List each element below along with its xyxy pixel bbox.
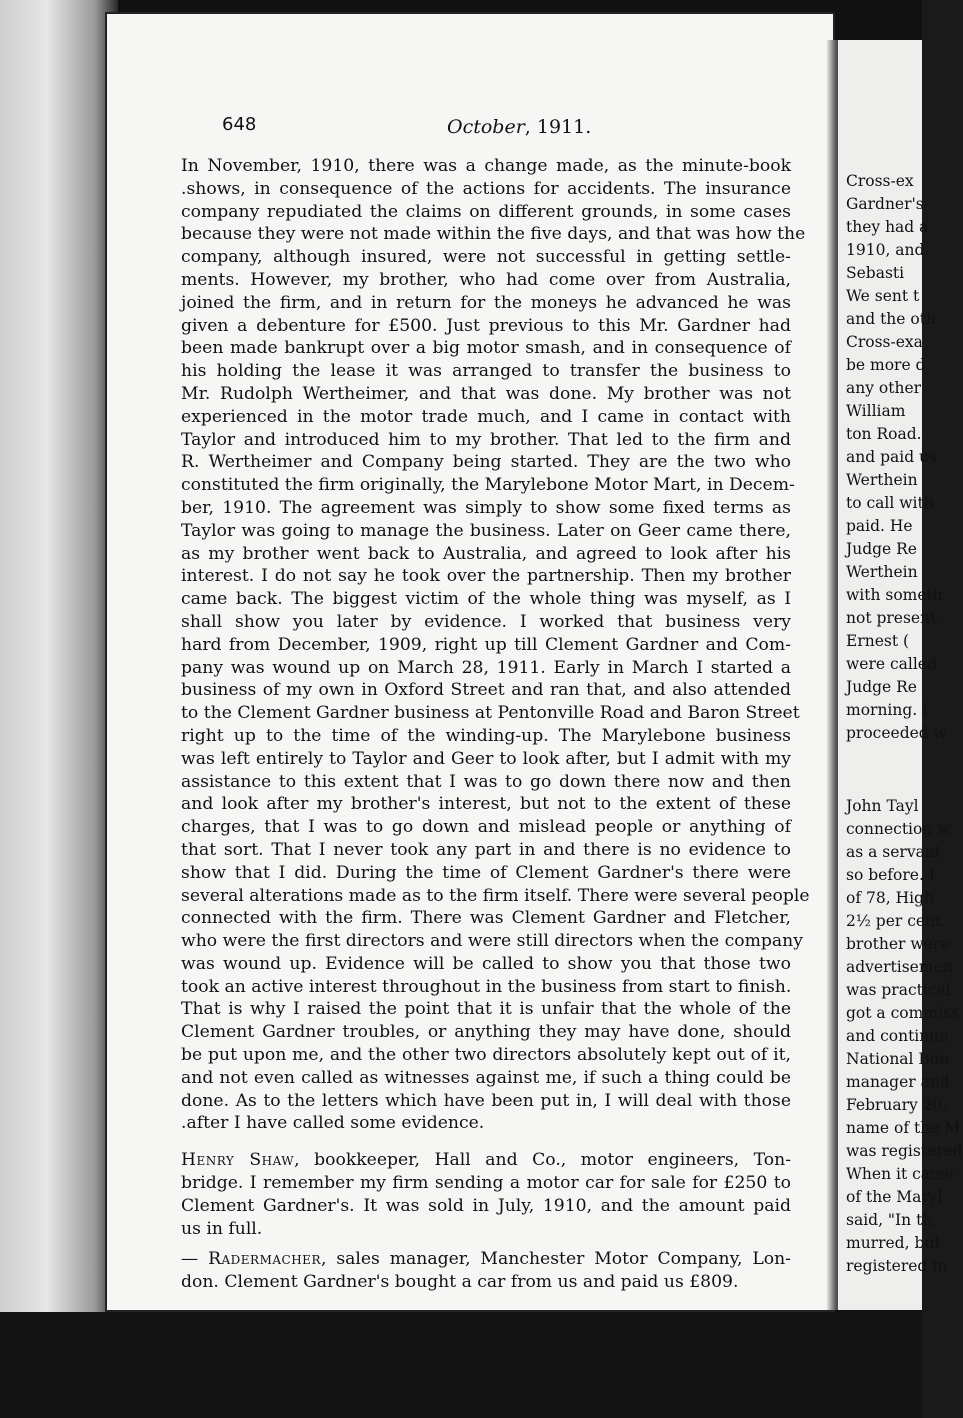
facing-page-line: to call with — [846, 494, 934, 512]
text-line: be put upon me, and the other two directors absolutely kept out of it, — [181, 1045, 791, 1066]
text-line: bridge. I remember my firm sending a motor car for sale for £250 to — [181, 1173, 791, 1194]
text-line: us in full. — [181, 1218, 263, 1239]
text-line: company, although insured, were not successful in getting settle- — [181, 247, 791, 268]
paragraph-henry-shaw — [181, 1149, 791, 1240]
text-line: given a debenture for £500. Just previous to this Mr. Gardner had — [181, 315, 791, 336]
facing-page-line: William — [846, 402, 906, 420]
text-line: hard from December, 1909, right up till Clement Gardner and Com- — [181, 634, 791, 655]
text-line: experienced in the motor trade much, and I came in contact with — [181, 406, 791, 427]
facing-page-line: as a servant — [846, 843, 942, 861]
facing-page-line: paid. He — [846, 517, 913, 535]
text-line: constituted the firm originally, the Marylebone Motor Mart, in Decem- — [181, 475, 795, 496]
facing-page-line: Werthein — [846, 471, 918, 489]
text-line: and look after my brother's interest, but not to the extent of these — [181, 794, 791, 815]
body-text — [181, 155, 810, 1294]
facing-page-line: of the Maryl — [846, 1188, 943, 1206]
facing-page-line: Gardner's — [846, 195, 924, 213]
facing-page-line: any other — [846, 379, 922, 397]
facing-page-line: with someth — [846, 586, 943, 604]
facing-page-line: name of the M — [846, 1119, 961, 1137]
facing-page-line: of 78, High — [846, 889, 934, 907]
text-line: .shows, in consequence of the actions for accidents. The insurance — [181, 178, 791, 199]
facing-page-line: 1910, and — [846, 241, 925, 259]
facing-page-line: and paid us — [846, 448, 937, 466]
text-line: as my brother went back to Australia, and agreed to look after his — [181, 543, 791, 564]
facing-page-line: February 20. — [846, 1096, 948, 1114]
facing-page — [838, 40, 963, 1310]
text-line: interest. I do not say he took over the partnership. Then my brother — [181, 566, 791, 587]
facing-page-line: got a commiss — [846, 1004, 959, 1022]
scanner-bottom — [0, 1312, 922, 1418]
running-head-year: , 1911. — [524, 116, 592, 138]
facing-page-line: ton Road. — [846, 425, 922, 443]
text-line: who were the first directors and were still directors when the company — [181, 931, 803, 952]
paragraph-testimony — [181, 155, 810, 1135]
facing-page-line: said, "In th — [846, 1211, 933, 1229]
text-line: was left entirely to Taylor and Geer to look after, but I admit with my — [181, 748, 791, 769]
facing-page-line: Sebasti — [846, 264, 905, 282]
text-line: show that I did. During the time of Clement Gardner's there were — [181, 862, 791, 883]
facing-page-line: advertisemen — [846, 958, 953, 976]
text-line: done. As to the letters which have been put in, I will deal with those — [181, 1090, 791, 1111]
paragraph-radermacher — [181, 1248, 791, 1294]
text-line: Taylor was going to manage the business. Later on Geer came there, — [181, 520, 791, 541]
text-line: Clement Gardner troubles, or anything they may have done, should — [181, 1022, 791, 1043]
facing-page-line: so before. I — [846, 866, 935, 884]
text-line: In November, 1910, there was a change made, as the minute-book — [181, 156, 791, 176]
facing-page-line: When it came — [846, 1165, 954, 1183]
facing-page-line: Ernest ( — [846, 632, 910, 650]
witness-name: Henry Shaw — [181, 1150, 295, 1171]
facing-page-line: be more d — [846, 356, 926, 374]
facing-page-line: they had a — [846, 218, 929, 236]
facing-page-line: Werthein — [846, 563, 918, 581]
facing-page-line: We sent t — [846, 287, 920, 305]
text-line: to the Clement Gardner business at Pentonville Road and Baron Street — [181, 703, 800, 724]
left-page-edge — [0, 0, 118, 1418]
text-line: been made bankrupt over a big motor smash, and in consequence of — [181, 338, 791, 359]
facing-page-line: morning. I — [846, 701, 929, 719]
text-line: several alterations made as to the firm itself. There were several people — [181, 885, 810, 906]
facing-page-column — [846, 170, 963, 1278]
text-line: shall show you later by evidence. I worked that business very — [181, 611, 791, 632]
facing-page-line: and continue — [846, 1027, 949, 1045]
text-line: took an active interest throughout in the business from start to finish. — [181, 976, 792, 997]
text-line: was wound up. Evidence will be called to show you that those two — [181, 953, 791, 974]
text-line: ments. However, my brother, who had come over from Australia, — [181, 269, 791, 290]
text-line: That is why I raised the point that it is unfair that the whole of the — [181, 999, 791, 1020]
text-line: — Radermacher, sales manager, Manchester Motor Company, Lon- — [181, 1249, 791, 1270]
facing-page-line: National Ban — [846, 1050, 950, 1068]
text-line: .after I have called some evidence. — [181, 1113, 485, 1134]
facing-page-line: brother were — [846, 935, 950, 953]
text-line: connected with the firm. There was Clement Gardner and Fletcher, — [181, 908, 791, 929]
text-line: charges, that I was to go down and mislead people or anything of — [181, 817, 791, 838]
text-line: business of my own in Oxford Street and ran that, and also attended — [181, 680, 791, 701]
facing-page-line: Cross-exa — [846, 333, 923, 351]
facing-page-line: John Tayl — [846, 797, 919, 815]
facing-page-line: were called — [846, 655, 937, 673]
text-line: R. Wertheimer and Company being started. They are the two who — [181, 452, 791, 473]
text-line: assistance to this extent that I was to go down there now and then — [181, 771, 791, 792]
text-line: Clement Gardner's. It was sold in July, 1910, and the amount paid — [181, 1195, 791, 1216]
text-line: and not even called as witnesses against me, if such a thing could be — [181, 1067, 791, 1088]
page-number: 648 — [222, 114, 257, 135]
text-line: ber, 1910. The agreement was simply to show some fixed terms as — [181, 497, 791, 518]
facing-page-line: not present. — [846, 609, 942, 627]
text-line: right up to the time of the winding-up. The Marylebone business — [181, 725, 791, 746]
text-line: that sort. That I never took any part in and there is no evidence to — [181, 839, 791, 860]
facing-page-line: 2½ per cent. — [846, 912, 947, 930]
facing-page-line: was registered — [846, 1142, 963, 1160]
text-line: Mr. Rudolph Wertheimer, and that was done. My brother was not — [181, 383, 791, 404]
text-line: Taylor and introduced him to my brother. That led to the firm and — [181, 429, 791, 450]
text-line: pany was wound up on March 28, 1911. Early in March I started a — [181, 657, 791, 678]
text-line: came back. The biggest victim of the whole thing was myself, as I — [181, 589, 791, 610]
facing-page-line: manager and — [846, 1073, 950, 1091]
text-line: because they were not made within the five days, and that was how the — [181, 224, 806, 245]
text-line: joined the firm, and in return for the moneys he advanced he was — [181, 292, 791, 313]
facing-page-line: was practical — [846, 981, 951, 999]
facing-page-line: Cross-ex — [846, 172, 914, 190]
text-line: Henry Shaw, bookkeeper, Hall and Co., motor engineers, Ton- — [181, 1150, 791, 1171]
facing-page-line: connection w — [846, 820, 951, 838]
page-header — [222, 114, 762, 144]
facing-page-line: murred, but — [846, 1234, 941, 1252]
facing-page-line: Judge Re — [846, 678, 917, 696]
facing-page-line: proceeded w — [846, 724, 947, 742]
facing-page-line: and the oth — [846, 310, 936, 328]
facing-page-line: registered in — [846, 1257, 948, 1275]
running-head-month: October — [447, 116, 525, 138]
text-line: his holding the lease it was arranged to transfer the business to — [181, 361, 791, 382]
running-head — [447, 116, 591, 138]
facing-page-line: Judge Re — [846, 540, 917, 558]
witness-name: Radermacher — [208, 1249, 321, 1270]
text-line: don. Clement Gardner's bought a car from us and paid us £809. — [181, 1272, 739, 1293]
text-line: company repudiated the claims on different grounds, in some cases — [181, 201, 791, 222]
